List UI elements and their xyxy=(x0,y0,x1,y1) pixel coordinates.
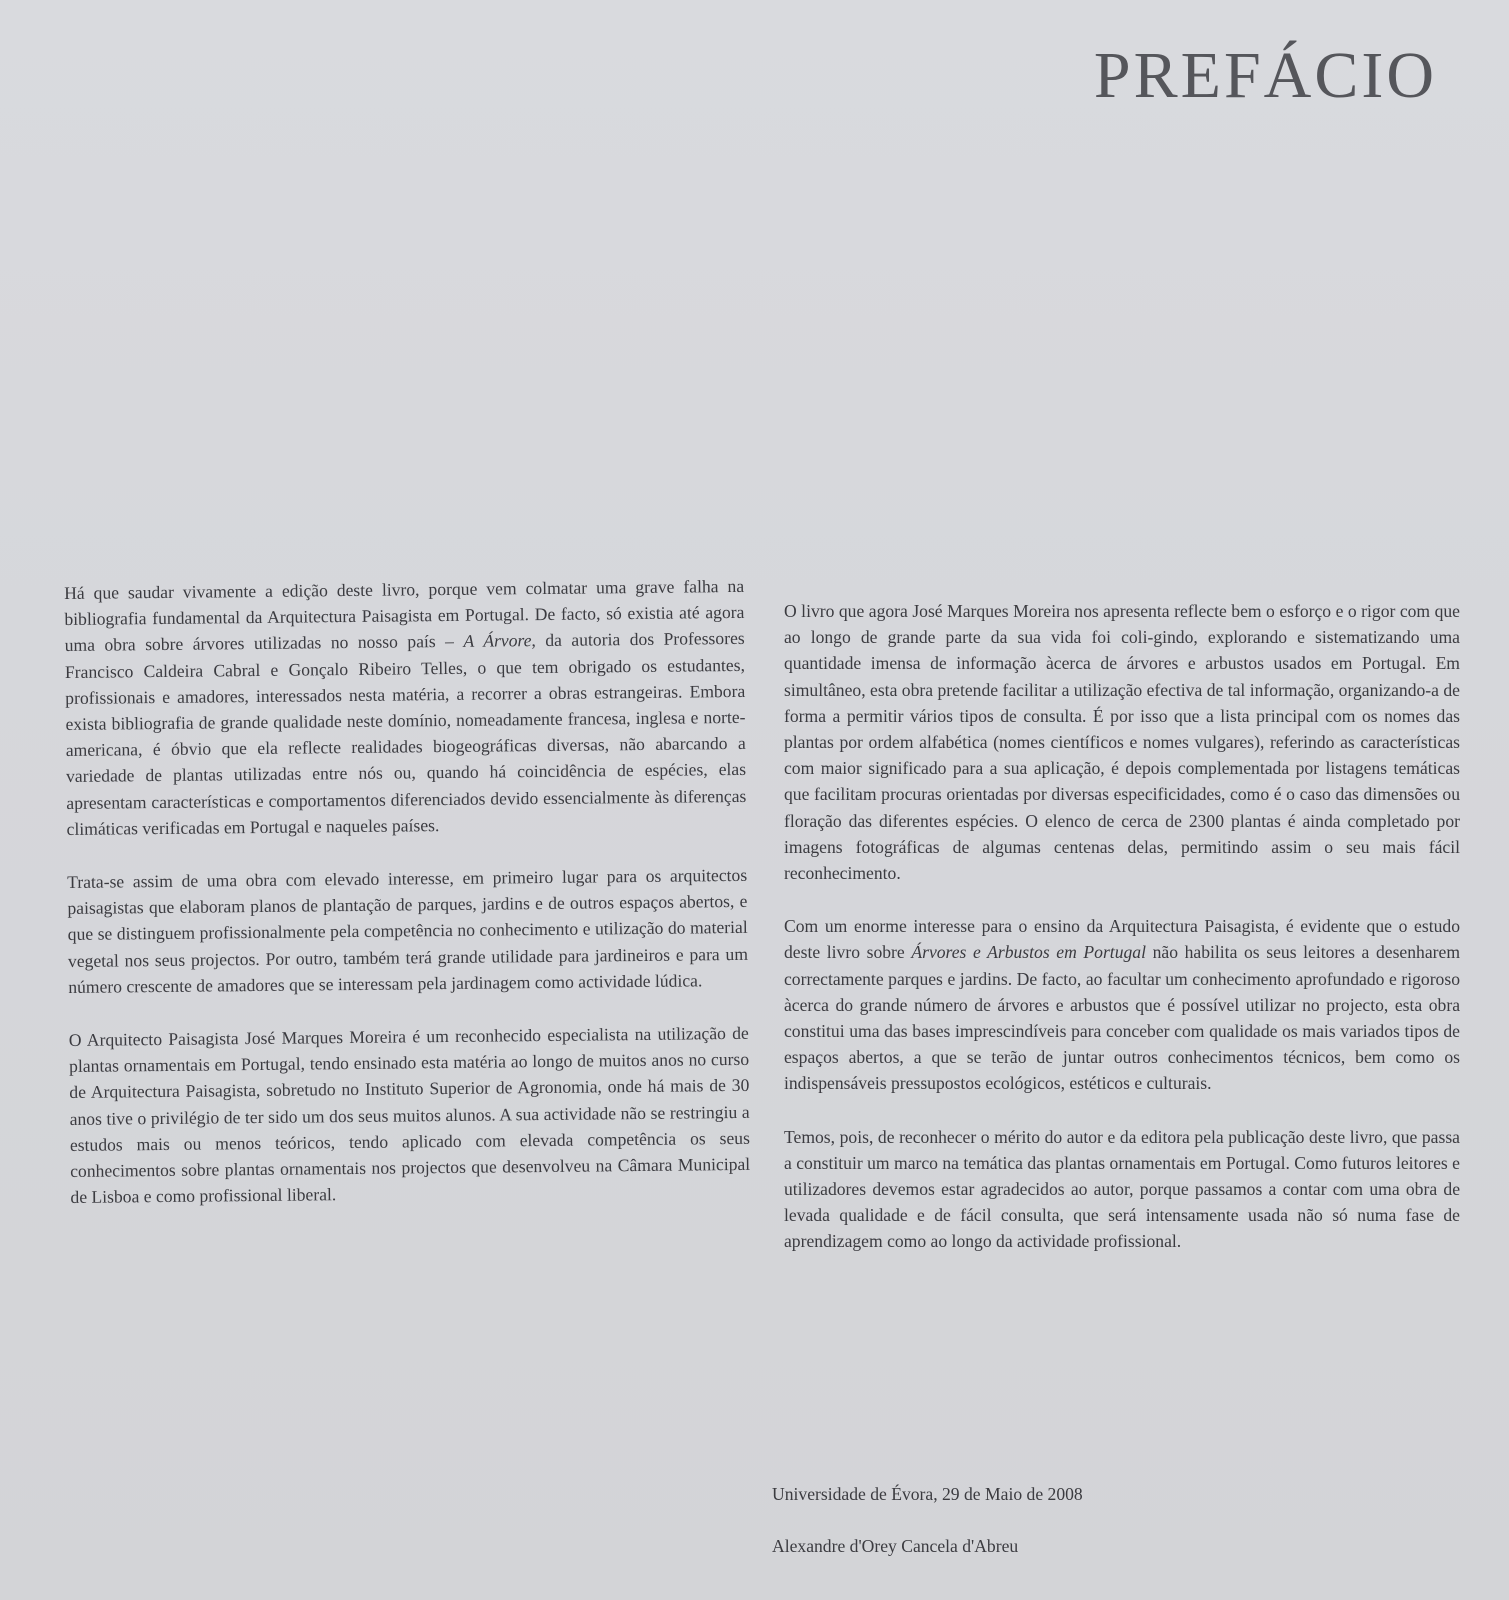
signoff-author: Alexandre d'Orey Cancela d'Abreu xyxy=(772,1536,1019,1556)
book-title-italic: A Árvore xyxy=(463,630,532,652)
paragraph-text: , da autoria dos Professores Francisco Caldeira Cabral e Gonçalo Ribeiro Telles, o que tem obrigado os estudantes, profissionais e amadores, interessados nesta matéria, a recorrer a obras estrangeiras. Embora exista bibliografia de grande qualidade neste domínio, nomeadamente francesa, inglesa e norte-americana, é óbvio que ela reflecte realidades biogeográficas diversas, não abarcando a variedade de plantas utilizadas entre nós ou, quando há coincidência de espécies, elas apresentam características e comportamentos diferenciados devido essencialmente às diferenças climáticas verificadas em Portugal e naqueles países. xyxy=(64,628,747,839)
page-title: PREFÁCIO xyxy=(1093,39,1437,112)
paragraph: O Arquitecto Paisagista José Marques Moreira é um reconhecido especialista na utilização de plantas ornamentais em Portugal, tendo ensinado esta matéria ao longo de muitos anos no curso de Arquitectura Paisagista, sobretudo no Instituto Superior de Agronomia, onde há mais de 30 anos tive o privilégio de ter sido um dos seus muitos alunos. A sua actividade não se restringiu a estudos mais ou menos teóricos, tendo aplicado com elevada competência os seus conhecimentos sobre plantas ornamentais nos projectos que desenvolveu na Câmara Municipal de Lisboa e como profissional liberal. xyxy=(68,1022,751,1208)
paragraph xyxy=(784,913,1460,1096)
book-title-italic: Árvores e Arbustos em Portugal xyxy=(911,942,1146,963)
paragraph: Trata-se assim de uma obra com elevado interesse, em primeiro lugar para os arquitectos paisagistas que elaboram planos de plantação de parques, jardins e de outros espaços abertos, e que se distinguem profissionalmente pela competência no conhecimento e utilização do material vegetal nos seus projectos. Por outro, também terá grande utilidade para jardineiros e para um número crescente de amadores que se interessam pela jardinagem como actividade lúdica. xyxy=(67,864,749,997)
paragraph: Temos, pois, de reconhecer o mérito do autor e da editora pela publicação deste livro, que passa a constituir um marco na temática das plantas ornamentais em Portugal. Como futuros leitores e utilizadores devemos estar agradecidos ao autor, porque passamos a contar com uma obra de levada qualidade e de fácil consulta, que será intensamente usada não só numa fase de aprendizagem como ao longo da actividade profissional. xyxy=(784,1126,1460,1252)
paragraph xyxy=(64,573,747,842)
paragraph: O livro que agora José Marques Moreira nos apresenta reflecte bem o esforço e o rigor com que ao longo de grande parte da sua vida foi coli-gindo, explorando e sistematizando uma quantidade imensa de informação àcerca de árvores e arbustos usados em Portugal. Em simultâneo, esta obra pretende facilitar a utilização efectiva de tal informação, organizando-a de forma a permitir vários tipos de consulta. É por isso que a lista principal com os nomes das plantas por ordem alfabética (nomes científicos e nomes vulgares), referindo as características com maior significado para a sua aplicação, é depois complementada por listagens temáticas que facilitam procuras orientadas por diversas especificidades, como é o caso das dimensões ou floração das diferentes espécies. O elenco de cerca de 2300 plantas é ainda completado por imagens fotográficas de algumas centenas delas, permitindo assim o seu mais fácil reconhecimento. xyxy=(784,601,1460,884)
left-column xyxy=(64,573,751,1238)
signoff-place-date: Universidade de Évora, 29 de Maio de 2008 xyxy=(772,1484,1083,1504)
paragraph-text: não habilita os seus leitores a desenharem correctamente parques e jardins. De facto, ao facultar um conhecimento aprofundado e rigoroso àcerca do grande número de árvores e arbustos que é possível utilizar no projecto, esta obra constitui uma das bases imprescindíveis para conceber com qualidade os mais variados tipos de espaços abertos, a que se terão de juntar outros conhecimentos técnicos, bem como os indispensáveis pressupostos ecológicos, estéticos e culturais. xyxy=(784,942,1461,1094)
paragraph-text: Com um enorme interesse para o ensino da Arquitectura Paisagista, é evidente que o estudo deste livro sobre xyxy=(784,916,1460,963)
paragraph-text: Há que saudar vivamente a edição deste livro, porque vem colmatar uma grave falha na bibliografia fundamental da Arquitectura Paisagista em Portugal. De facto, só existia até agora uma obra sobre árvores utilizadas no nosso país – xyxy=(64,575,745,656)
right-column xyxy=(784,598,1460,1282)
